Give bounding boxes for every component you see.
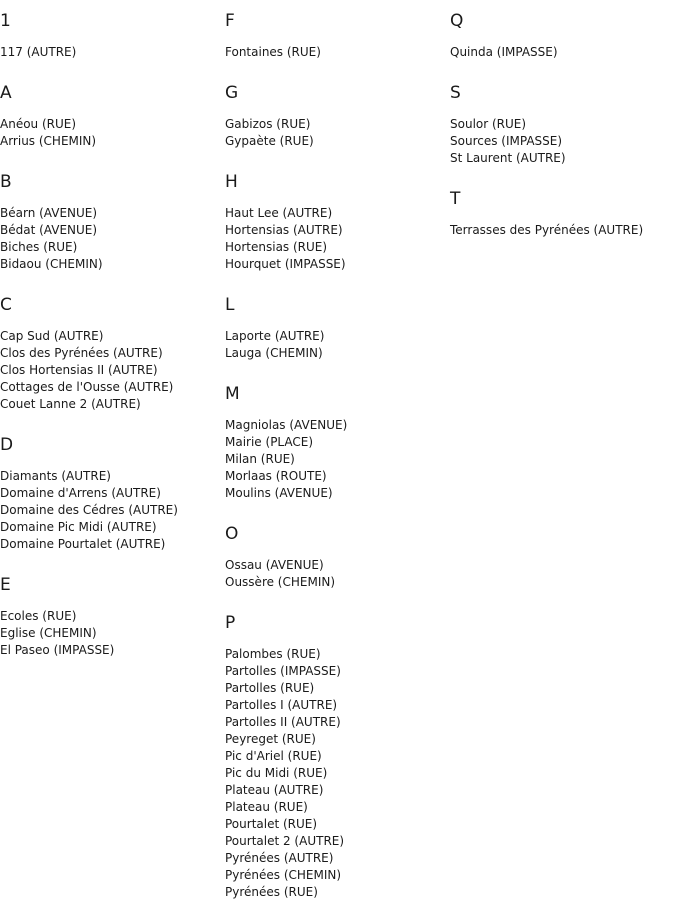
letter-heading: G bbox=[225, 83, 239, 103]
street-entry: Partolles II (AUTRE) bbox=[225, 715, 341, 729]
street-entry: Arrius (CHEMIN) bbox=[0, 134, 97, 148]
street-entry: Fontaines (RUE) bbox=[225, 45, 321, 59]
letter-group bbox=[0, 575, 225, 659]
street-entry: Eglise (CHEMIN) bbox=[0, 626, 97, 640]
letter-group bbox=[225, 83, 450, 150]
street-entry: Milan (RUE) bbox=[225, 452, 295, 466]
letter-group bbox=[225, 524, 450, 591]
street-entry: Cottages de l'Ousse (AUTRE) bbox=[0, 380, 174, 394]
street-entry: Plateau (RUE) bbox=[225, 800, 308, 814]
street-list bbox=[0, 608, 225, 659]
street-entry: 117 (AUTRE) bbox=[0, 45, 77, 59]
street-entry: Plateau (AUTRE) bbox=[225, 783, 324, 797]
street-entry: Béarn (AVENUE) bbox=[0, 206, 98, 220]
street-list bbox=[225, 557, 450, 591]
street-entry: Cap Sud (AUTRE) bbox=[0, 329, 104, 343]
street-entry: Morlaas (ROUTE) bbox=[225, 469, 327, 483]
letter-heading: 1 bbox=[0, 11, 11, 31]
letter-heading: B bbox=[0, 172, 12, 192]
letter-heading: F bbox=[225, 11, 235, 31]
street-list bbox=[225, 44, 450, 61]
street-list bbox=[225, 417, 450, 502]
street-entry: Bidaou (CHEMIN) bbox=[0, 257, 103, 271]
letter-group bbox=[450, 11, 675, 61]
letter-heading: M bbox=[225, 384, 240, 404]
letter-heading: P bbox=[225, 613, 236, 633]
letter-group bbox=[225, 172, 450, 273]
street-entry: Gypaète (RUE) bbox=[225, 134, 314, 148]
street-index bbox=[0, 11, 675, 921]
street-entry: Pic d'Ariel (RUE) bbox=[225, 749, 322, 763]
letter-heading: A bbox=[0, 83, 12, 103]
index-column bbox=[450, 11, 675, 239]
street-entry: Ecoles (RUE) bbox=[0, 609, 77, 623]
street-entry: Ossau (AVENUE) bbox=[225, 558, 324, 572]
letter-heading: O bbox=[225, 524, 239, 544]
letter-group bbox=[0, 83, 225, 150]
street-entry: Peyreget (RUE) bbox=[225, 732, 316, 746]
street-entry: Couet Lanne 2 (AUTRE) bbox=[0, 397, 141, 411]
street-entry: Anéou (RUE) bbox=[0, 117, 77, 131]
street-entry: Hortensias (RUE) bbox=[225, 240, 328, 254]
street-entry: Hourquet (IMPASSE) bbox=[225, 257, 346, 271]
street-list bbox=[0, 328, 225, 413]
street-list bbox=[225, 646, 450, 901]
street-entry: Quinda (IMPASSE) bbox=[450, 45, 558, 59]
street-list bbox=[0, 205, 225, 273]
street-list bbox=[225, 328, 450, 362]
street-list bbox=[450, 44, 675, 61]
street-entry: Soulor (RUE) bbox=[450, 117, 527, 131]
letter-heading: H bbox=[225, 172, 238, 192]
letter-heading: D bbox=[0, 435, 14, 455]
street-list bbox=[450, 116, 675, 167]
street-list bbox=[225, 205, 450, 273]
street-entry: Biches (RUE) bbox=[0, 240, 78, 254]
street-entry: Laporte (AUTRE) bbox=[225, 329, 325, 343]
street-entry: Partolles (IMPASSE) bbox=[225, 664, 341, 678]
letter-group bbox=[450, 189, 675, 239]
street-entry: Bédat (AVENUE) bbox=[0, 223, 98, 237]
letter-heading: E bbox=[0, 575, 11, 595]
street-entry: Oussère (CHEMIN) bbox=[225, 575, 336, 589]
letter-group bbox=[225, 613, 450, 901]
letter-group bbox=[0, 295, 225, 413]
street-entry: Partolles (RUE) bbox=[225, 681, 315, 695]
street-entry: Lauga (CHEMIN) bbox=[225, 346, 323, 360]
street-list bbox=[0, 44, 225, 61]
street-entry: Hortensias (AUTRE) bbox=[225, 223, 343, 237]
street-entry: St Laurent (AUTRE) bbox=[450, 151, 566, 165]
letter-group bbox=[0, 435, 225, 553]
street-entry: Partolles I (AUTRE) bbox=[225, 698, 338, 712]
street-entry: Magniolas (AVENUE) bbox=[225, 418, 348, 432]
street-list bbox=[0, 116, 225, 150]
street-entry: Palombes (RUE) bbox=[225, 647, 321, 661]
street-entry: Domaine des Cédres (AUTRE) bbox=[0, 503, 178, 517]
letter-group bbox=[450, 83, 675, 167]
letter-group bbox=[225, 11, 450, 61]
street-entry: Clos Hortensias II (AUTRE) bbox=[0, 363, 158, 377]
index-column bbox=[225, 11, 450, 901]
street-entry: Domaine Pic Midi (AUTRE) bbox=[0, 520, 157, 534]
letter-heading: Q bbox=[450, 11, 464, 31]
letter-heading: T bbox=[450, 189, 461, 209]
street-entry: Terrasses des Pyrénées (AUTRE) bbox=[450, 223, 644, 237]
letter-heading: S bbox=[450, 83, 461, 103]
street-entry: Mairie (PLACE) bbox=[225, 435, 314, 449]
street-list bbox=[225, 116, 450, 150]
street-entry: Diamants (AUTRE) bbox=[0, 469, 111, 483]
letter-group bbox=[225, 384, 450, 502]
street-entry: Domaine Pourtalet (AUTRE) bbox=[0, 537, 166, 551]
street-entry: Pyrénées (CHEMIN) bbox=[225, 868, 342, 882]
street-entry: Pyrénées (AUTRE) bbox=[225, 851, 334, 865]
street-entry: Pourtalet (RUE) bbox=[225, 817, 318, 831]
street-entry: Gabizos (RUE) bbox=[225, 117, 311, 131]
index-column bbox=[0, 11, 225, 659]
street-list bbox=[450, 222, 675, 239]
street-entry: Domaine d'Arrens (AUTRE) bbox=[0, 486, 161, 500]
letter-group bbox=[225, 295, 450, 362]
street-entry: Pourtalet 2 (AUTRE) bbox=[225, 834, 345, 848]
letter-group bbox=[0, 172, 225, 273]
street-entry: Moulins (AVENUE) bbox=[225, 486, 333, 500]
letter-group bbox=[0, 11, 225, 61]
street-entry: Clos des Pyrénées (AUTRE) bbox=[0, 346, 163, 360]
letter-heading: C bbox=[0, 295, 12, 315]
street-entry: Sources (IMPASSE) bbox=[450, 134, 563, 148]
street-entry: Haut Lee (AUTRE) bbox=[225, 206, 333, 220]
street-entry: Pyrénées (RUE) bbox=[225, 885, 318, 899]
letter-heading: L bbox=[225, 295, 235, 315]
street-entry: El Paseo (IMPASSE) bbox=[0, 643, 115, 657]
street-entry: Pic du Midi (RUE) bbox=[225, 766, 328, 780]
street-list bbox=[0, 468, 225, 553]
